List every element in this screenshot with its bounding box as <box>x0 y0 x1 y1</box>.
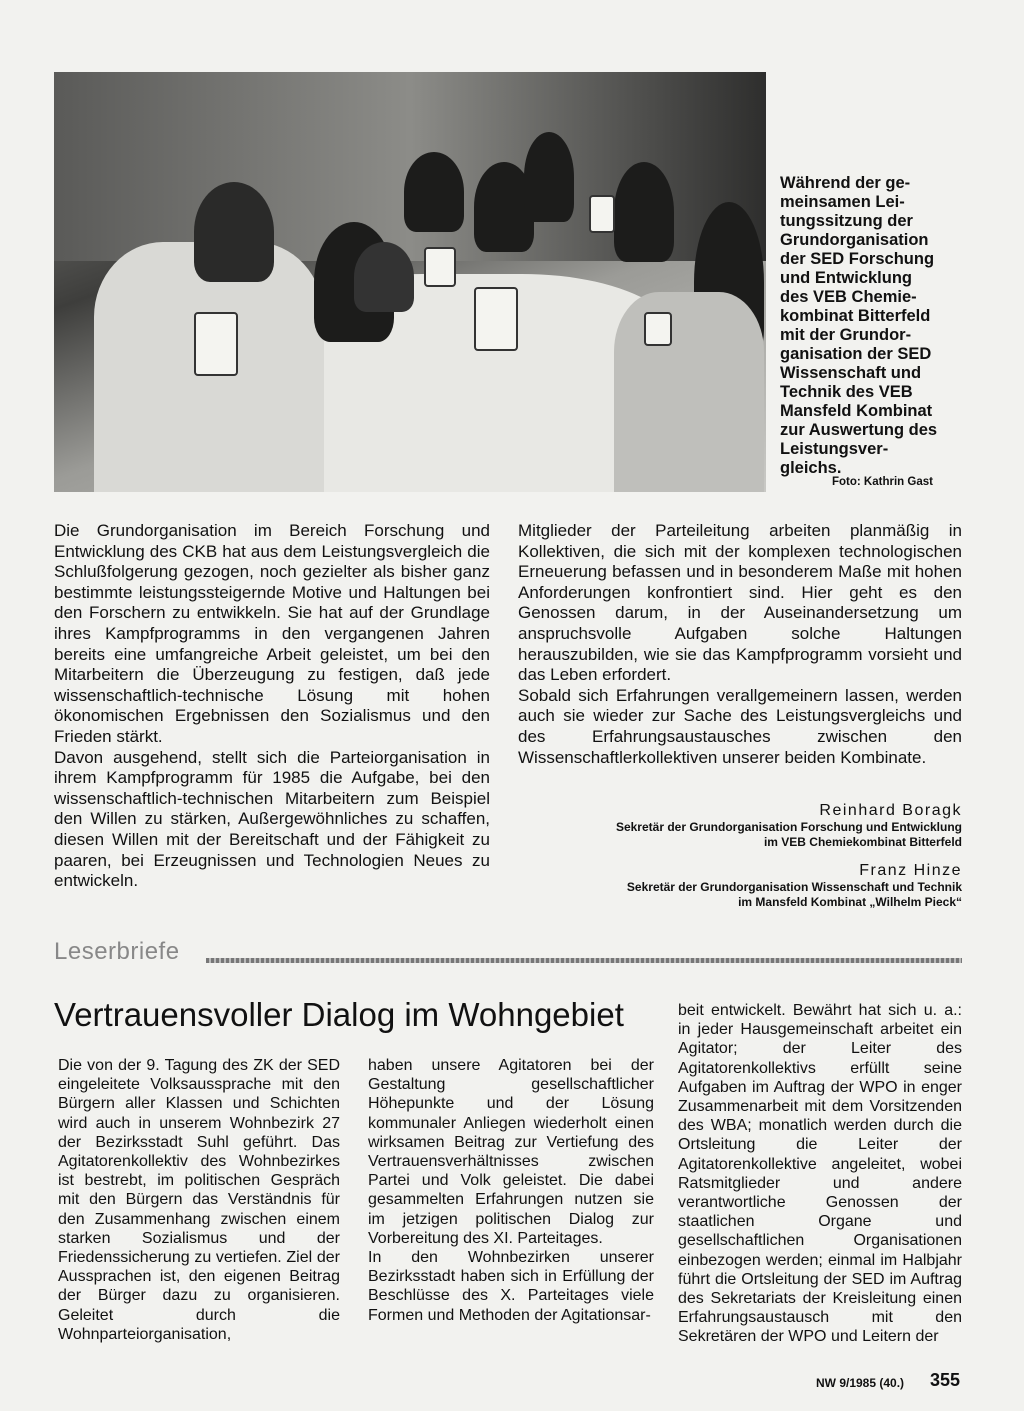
paragraph: beit entwickelt. Bewährt hat sich u. a.: in jeder Hausgemeinschaft arbeitet ein Agitator; der Leiter des Agitatorenkollektivs erfüllt seine Aufgaben im Auftrag der WPO in enger Zusammenarbeit mit dem Vorsitzenden des WBA; monatlich werden durch die Ortsleitung die Leiter der Agitatorenkollektive angeleitet, wobei Ratsmitglieder und andere verantwortliche Genossen der staatlichen Organe und gesellschaftlichen Organisationen einbezogen werden; einmal im Halbjahr führt die Ortsleitung der SED im Auftrag des Sekretariats der Kreisleitung einen Erfahrungsaustausch mit den Sekretären der WPO und Leitern der <box>678 1002 962 1346</box>
article-column-2 <box>518 521 962 768</box>
meeting-photo <box>54 72 766 492</box>
paragraph: Mitglieder der Parteileitung arbeiten planmäßig in Kollektiven, die sich mit der komplexen technologischen Erneuerung befassen und in besonderem Maße mit hohen Anforderungen konfrontiert sind. Hier geht es den Genossen darum, in der Auseinandersetzung um anspruchsvolle Aufgaben solche Haltungen herauszubilden, wie sie das Kampfprogramm vorsieht und das Leben erfordert. <box>518 521 962 685</box>
letter-column-2 <box>368 1056 654 1325</box>
section-title: Leserbriefe <box>54 938 180 965</box>
signature-1 <box>616 802 962 850</box>
letter-column-1 <box>58 1056 340 1344</box>
issue-reference: NW 9/1985 (40.) <box>816 1376 905 1390</box>
paragraph: haben unsere Agitatoren bei der Gestaltung gesellschaftlicher Höhepunkte und der Lösung kommunaler Anliegen wiederholt einen wirksamen Beitrag zur Vertiefung des Vertrauensverhältnisses zwischen Partei und Volk geleistet. Die dabei gesammelten Erfahrungen nutzen sie im jetzigen politischen Dialog zur Vorbereitung des XI. Parteitages. <box>368 1057 654 1247</box>
paragraph: Die Grundorganisation im Bereich Forschung und Entwicklung des CKB hat aus dem Leistungsvergleich die Schlußfolgerung gezogen, noch gezielter als bisher ganz bestimmte leistungssteigernde Motive und Haltungen bei den Forschern zu entwikkeln. Sie hat auf der Grundlage ihres Kampfprogramms in den vergangenen Jahren bereits eine umfangreiche Arbeit geleistet, um bei den Mitarbeitern die Überzeugung zu festigen, daß jede wissenschaftlich-technische Lösung mit hohen ökonomischen Ergebnissen den Sozialismus und den Frieden stärkt. <box>54 521 490 746</box>
signature-2 <box>627 862 962 910</box>
author-name: Franz Hinze <box>859 862 962 879</box>
photo-caption: Während der ge- meinsamen Lei- tungssitzung der Grundorganisation der SED Forschung und Entwicklung des VEB Chemie- kombinat Bitterfeld mit der Grundor- ganisation der SED Wissenschaft und Technik des VEB Mansfeld Kombinat zur Auswertung des Leistungsver- gleichs. <box>780 174 938 477</box>
photo-credit: Foto: Kathrin Gast <box>832 476 933 488</box>
paragraph: Sobald sich Erfahrungen verallgemeinern lassen, werden auch sie wieder zur Sache des Leistungsvergleichs und des Erfahrungsaustausches zwischen den Wissenschaftlerkollektiven unserer beiden Kombinate. <box>518 685 962 767</box>
author-role: Sekretär der Grundorganisation Wissenschaft und Technik im Mansfeld Kombinat „Wilhelm Pieck“ <box>626 880 962 909</box>
article-column-1 <box>54 521 490 892</box>
author-role: Sekretär der Grundorganisation Forschung und Entwicklung im VEB Chemiekombinat Bitterfeld <box>615 820 962 849</box>
letter-headline: Vertrauensvoller Dialog im Wohngebiet <box>54 996 624 1033</box>
paragraph: Die von der 9. Tagung des ZK der SED eingeleitete Volksaussprache mit den Bürgern aller Klassen und Schichten wird auch in unserem Wohnbezirk 27 der Bezirksstadt Suhl geführt. Das Agitatorenkollektiv des Wohnbezirkes ist bestrebt, im politischen Gespräch mit den Bürgern das Verständnis für den Zusammenhang zwischen einem starken Sozialismus und der Friedenssicherung zu vertiefen. Ziel der Aussprachen ist, den eigenen Beitrag der Bürger dazu zu organisieren. Geleitet durch die Wohnparteiorganisation, <box>58 1057 340 1343</box>
page-number: 355 <box>930 1370 961 1390</box>
letter-column-3 <box>678 1001 962 1347</box>
author-name: Reinhard Boragk <box>819 802 962 819</box>
paragraph: In den Wohnbezirken unserer Bezirksstadt haben sich in Erfüllung der Beschlüsse des X. Parteitages viele Formen und Methoden der Agitationsar- <box>368 1249 654 1324</box>
paragraph: Davon ausgehend, stellt sich die Parteiorganisation in ihrem Kampfprogramm für 1985 die Aufgabe, bei den wissenschaftlich-technischen Mitarbeitern zum Beispiel den Willen zu stärken, Außergewöhnliches zu schaffen, diesen Willen mit der Bereitschaft und der Fähigkeit zu paaren, bei Erzeugnissen und Technologien Neues zu entwickeln. <box>54 747 490 891</box>
section-rule <box>206 958 962 963</box>
